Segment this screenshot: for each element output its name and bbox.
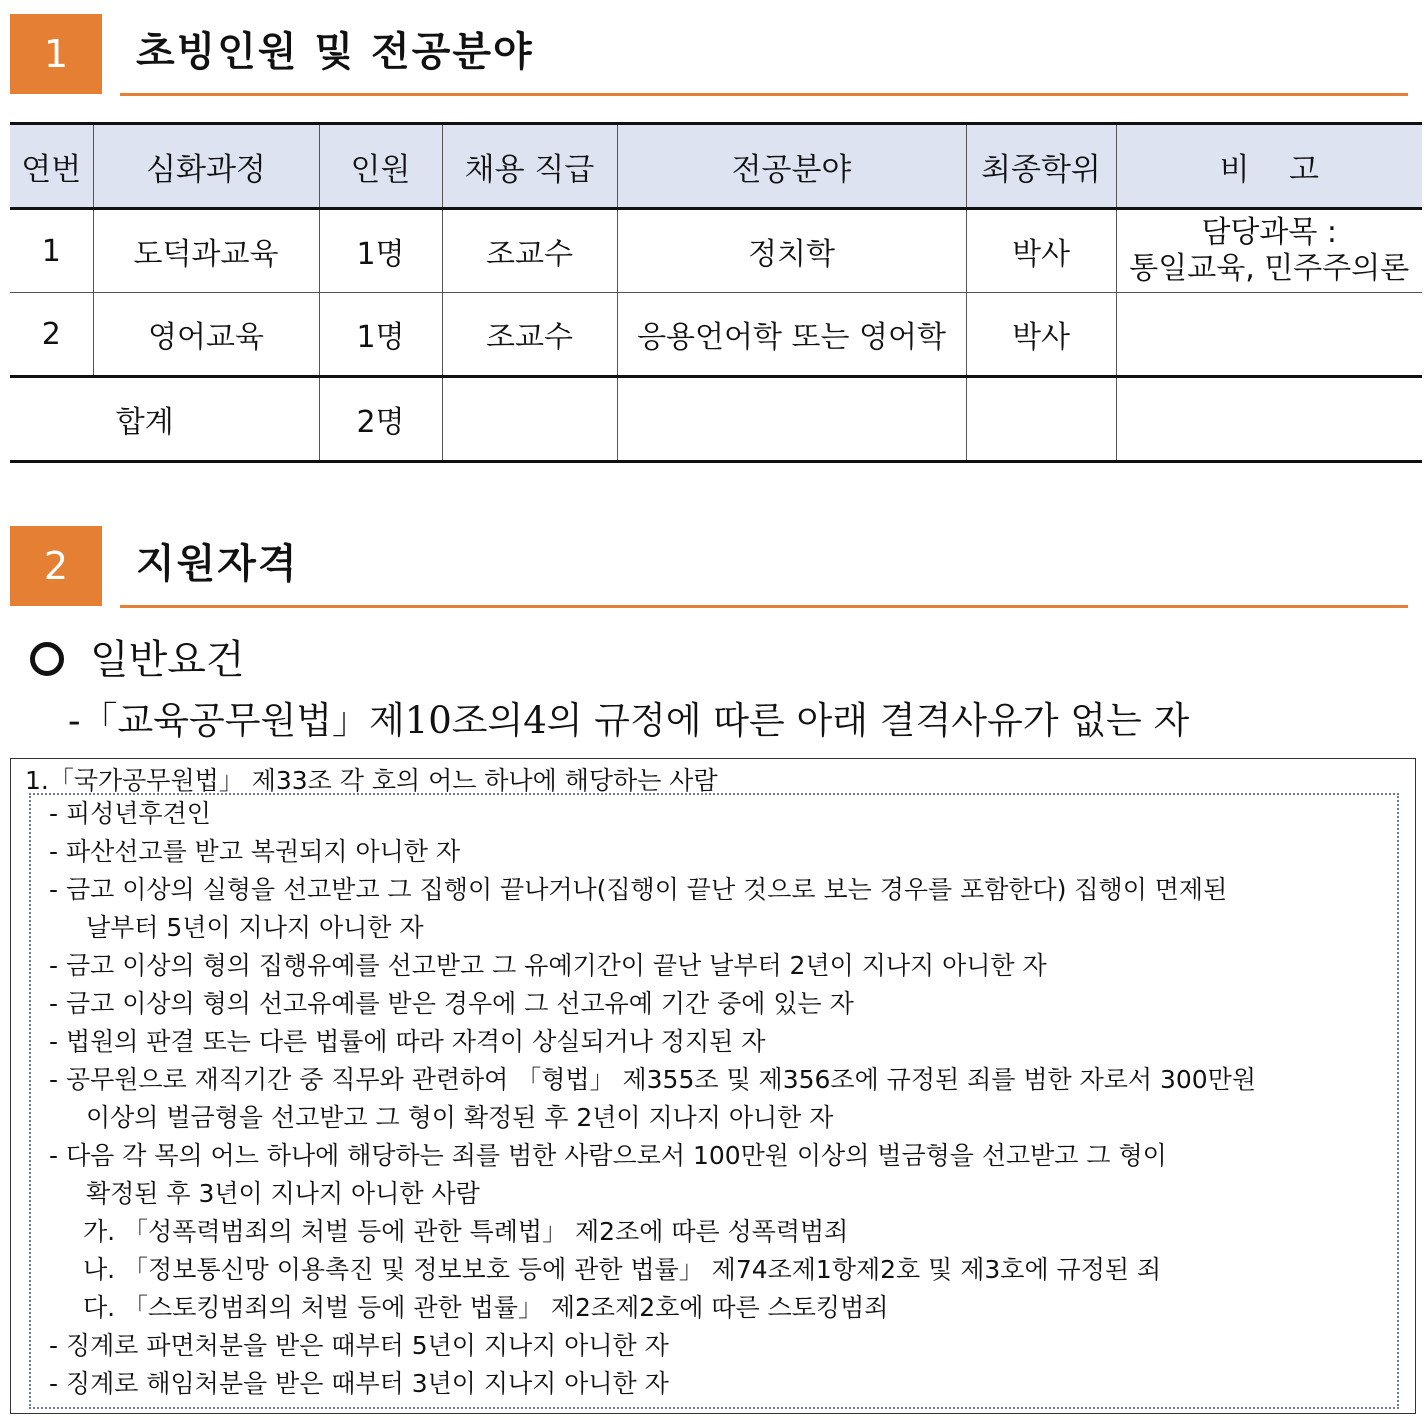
cell-course: 영어교육 (93, 293, 319, 377)
cell-course: 도덕과교육 (93, 209, 319, 293)
recruitment-table (10, 122, 1422, 463)
section-number: 2 (10, 526, 102, 606)
section-number: 1 (10, 14, 102, 94)
list-item: - 피성년후견인 (49, 799, 211, 828)
cell-count: 1명 (319, 209, 442, 293)
header-no: 연번 (10, 124, 93, 209)
header-note: 비 고 (1116, 124, 1422, 209)
sub-item: 다. 「스토킹범죄의 처벌 등에 관한 법률」 제2조제2호에 따른 스토킹범죄 (83, 1293, 889, 1322)
note-line-1: 담당과목 : (1201, 215, 1338, 250)
cell-no: 2 (10, 293, 93, 377)
cell-degree: 박사 (966, 209, 1116, 293)
requirements-subtitle: -「교육공무원법」제10조의4의 규정에 따른 아래 결격사유가 없는 자 (68, 699, 1190, 742)
section-title: 지원자격 (136, 541, 299, 587)
cell-rank: 조교수 (442, 293, 617, 377)
list-item: - 징계로 파면처분을 받은 때부터 5년이 지나지 아니한 자 (49, 1331, 669, 1360)
list-item: - 파산선고를 받고 복권되지 아니한 자 (49, 837, 461, 866)
list-item-continued: 날부터 5년이 지나지 아니한 자 (86, 913, 424, 942)
cell-major: 정치학 (617, 209, 966, 293)
cell-degree: 박사 (966, 293, 1116, 377)
header-rank: 채용 직급 (442, 124, 617, 209)
section-2-header (10, 526, 1408, 606)
cell-rank: 조교수 (442, 209, 617, 293)
section-1-header (10, 14, 1408, 94)
disqualification-box (10, 758, 1416, 1414)
list-item-continued: 이상의 벌금형을 선고받고 그 형이 확정된 후 2년이 지나지 아니한 자 (86, 1103, 834, 1132)
total-empty (442, 377, 617, 462)
cell-major: 응용언어학 또는 영어학 (617, 293, 966, 377)
table-total-row (10, 377, 1422, 462)
header-major: 전공분야 (617, 124, 966, 209)
box-inner-list (29, 793, 1399, 1409)
sub-item: 가. 「성폭력범죄의 처벌 등에 관한 특례법」 제2조에 따른 성폭력범죄 (83, 1217, 849, 1246)
header-degree: 최종학위 (966, 124, 1116, 209)
list-item: - 공무원으로 재직기간 중 직무와 관련하여 「형법」 제355조 및 제356조에 규정된 죄를 범한 자로서 300만원 (49, 1065, 1256, 1094)
list-item: - 금고 이상의 실형을 선고받고 그 집행이 끝나거나(집행이 끝난 것으로 보는 경우를 포함한다) 집행이 면제된 (49, 875, 1228, 904)
table-header-row (10, 124, 1422, 209)
total-empty (617, 377, 966, 462)
header-course: 심화과정 (93, 124, 319, 209)
list-item-continued: 확정된 후 3년이 지나지 아니한 사람 (86, 1179, 480, 1208)
total-empty (1116, 377, 1422, 462)
list-item: - 금고 이상의 형의 선고유예를 받은 경우에 그 선고유예 기간 중에 있는 자 (49, 989, 854, 1018)
cell-count: 1명 (319, 293, 442, 377)
section-underline (120, 93, 1408, 96)
list-item: - 다음 각 목의 어느 하나에 해당하는 죄를 범한 사람으로서 100만원 이상의 벌금형을 선고받고 그 형이 (49, 1141, 1167, 1170)
total-count: 2명 (319, 377, 442, 462)
list-item: - 징계로 해임처분을 받은 때부터 3년이 지나지 아니한 자 (49, 1369, 669, 1398)
cell-no: 1 (10, 209, 93, 293)
cell-note (1116, 209, 1422, 293)
requirements-title-text: 일반요건 (90, 637, 245, 683)
section-title: 초빙인원 및 전공분야 (136, 29, 534, 75)
list-item: - 법원의 판결 또는 다른 법률에 따라 자격이 상실되거나 정지된 자 (49, 1027, 766, 1056)
cell-note (1116, 293, 1422, 377)
note-line-2: 통일교육, 민주주의론 (1129, 251, 1410, 286)
box-heading: 1.「국가공무원법」 제33조 각 호의 어느 하나에 해당하는 사람 (25, 766, 718, 795)
table-row (10, 293, 1422, 377)
requirements-title (30, 628, 245, 685)
circle-bullet-icon (30, 642, 64, 676)
total-label: 합계 (10, 377, 319, 462)
header-count: 인원 (319, 124, 442, 209)
table-row (10, 209, 1422, 293)
section-underline (120, 605, 1408, 608)
sub-item: 나. 「정보통신망 이용촉진 및 정보보호 등에 관한 법률」 제74조제1항제2호 및 제3호에 규정된 죄 (83, 1255, 1162, 1284)
list-item: - 금고 이상의 형의 집행유예를 선고받고 그 유예기간이 끝난 날부터 2년이 지나지 아니한 자 (49, 951, 1047, 980)
total-empty (966, 377, 1116, 462)
